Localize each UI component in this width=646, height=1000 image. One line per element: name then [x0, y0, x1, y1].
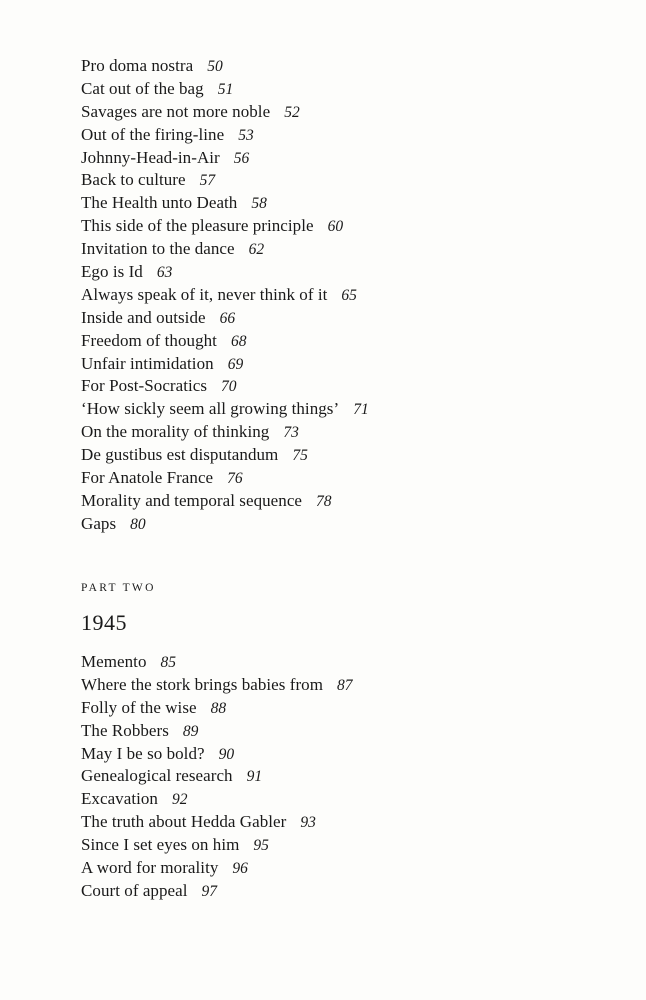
toc-entry-title: Morality and temporal sequence [81, 490, 303, 510]
toc-entry [81, 467, 601, 490]
toc-entry-page: 87 [337, 676, 353, 694]
toc-entry [81, 651, 601, 674]
toc-entry-title: Always speak of it, never think of it [81, 284, 328, 304]
toc-entry [81, 78, 601, 101]
toc-entry [81, 101, 601, 124]
toc-entry-title: For Anatole France [81, 468, 214, 488]
toc-entry-title: Court of appeal [81, 880, 188, 900]
toc-entry-title: On the morality of thinking [81, 422, 270, 442]
toc-entry-page: 51 [217, 80, 234, 98]
toc-entry-page: 89 [182, 722, 199, 740]
toc-entry-page: 97 [201, 882, 217, 900]
toc-entry-page: 56 [233, 149, 250, 167]
toc-entry-page: 85 [160, 654, 177, 671]
toc-entry [81, 55, 601, 78]
part-one-contents-list [81, 55, 601, 536]
toc-entry [81, 398, 601, 421]
toc-entry-title: ‘How sickly seem all growing things’ [81, 399, 340, 419]
toc-entry-page: 58 [251, 195, 267, 213]
toc-entry-title: Johnny-Head-in-Air [81, 147, 220, 167]
toc-entry [81, 513, 601, 536]
toc-entry [81, 330, 601, 353]
toc-entry-title: The Robbers [81, 720, 169, 740]
toc-entry-title: Genealogical research [81, 766, 233, 786]
toc-entry-page: 63 [156, 264, 173, 282]
toc-entry [81, 307, 601, 330]
toc-entry-title: The Health unto Death [81, 193, 238, 213]
toc-entry [81, 674, 601, 697]
part-heading: PART TWO [81, 582, 156, 594]
toc-entry-title: Where the stork brings babies from [81, 674, 323, 694]
part-two-contents-list [81, 651, 601, 903]
toc-entry-page: 90 [218, 745, 235, 763]
toc-entry-page: 65 [341, 286, 357, 304]
toc-entry-page: 53 [238, 126, 254, 144]
toc-entry-title: May I be so bold? [81, 743, 205, 763]
toc-entry-page: 57 [199, 172, 216, 190]
toc-entry-page: 78 [316, 492, 332, 510]
toc-entry-title: Cat out of the bag [81, 78, 204, 98]
toc-entry-page: 76 [227, 470, 243, 488]
toc-entry [81, 375, 601, 398]
toc-entry-title: Inside and outside [81, 307, 206, 327]
toc-entry [81, 765, 601, 788]
toc-entry [81, 215, 601, 238]
toc-entry-page: 70 [221, 378, 237, 396]
toc-entry [81, 284, 601, 307]
toc-entry [81, 169, 601, 192]
toc-entry [81, 811, 601, 834]
toc-entry [81, 147, 601, 170]
toc-entry-page: 66 [219, 309, 236, 327]
toc-entry-title: Pro doma nostra [81, 56, 194, 75]
toc-entry-page: 50 [207, 58, 223, 75]
toc-entry [81, 261, 601, 284]
toc-entry-title: A word for morality [81, 858, 219, 878]
toc-entry-title: Unfair intimidation [81, 353, 214, 373]
toc-entry-page: 80 [130, 515, 146, 533]
toc-entry-title: Gaps [81, 513, 117, 533]
toc-entry-page: 93 [300, 814, 316, 832]
toc-entry [81, 788, 601, 811]
toc-entry-title: Freedom of thought [81, 330, 217, 350]
toc-entry-title: Excavation [81, 789, 158, 809]
toc-entry-page: 91 [246, 768, 263, 786]
toc-entry-page: 69 [227, 355, 244, 373]
toc-entry-title: Ego is Id [81, 262, 143, 282]
toc-entry [81, 697, 601, 720]
toc-entry-page: 96 [232, 860, 248, 878]
toc-entry-title: Back to culture [81, 170, 186, 190]
toc-entry [81, 880, 601, 903]
toc-entry-page: 95 [253, 837, 269, 855]
toc-entry [81, 124, 601, 147]
toc-entry [81, 490, 601, 513]
toc-entry-title: Savages are not more noble [81, 101, 271, 121]
toc-entry-title: Memento [81, 652, 147, 671]
toc-entry-title: Folly of the wise [81, 697, 197, 717]
toc-entry-title: Invitation to the dance [81, 239, 235, 259]
toc-entry [81, 421, 601, 444]
toc-entry-page: 88 [210, 699, 227, 717]
toc-entry [81, 353, 601, 376]
toc-entry-page: 62 [248, 241, 265, 259]
part-year-heading: 1945 [81, 610, 127, 635]
toc-entry [81, 720, 601, 743]
toc-entry-page: 60 [327, 218, 344, 236]
toc-entry [81, 192, 601, 215]
toc-entry-title: This side of the pleasure principle [81, 216, 314, 236]
toc-entry [81, 743, 601, 766]
toc-entry-title: Out of the firing-line [81, 124, 225, 144]
toc-entry [81, 834, 601, 857]
toc-entry-page: 73 [283, 424, 299, 442]
toc-entry-page: 75 [292, 447, 308, 465]
toc-entry-page: 68 [230, 332, 247, 350]
toc-entry-title: The truth about Hedda Gabler [81, 812, 287, 832]
toc-entry-page: 92 [171, 791, 188, 809]
toc-entry-page: 52 [284, 103, 300, 121]
toc-entry [81, 444, 601, 467]
toc-entry-title: For Post-Socratics [81, 376, 208, 396]
toc-entry-title: Since I set eyes on him [81, 835, 240, 855]
toc-entry-title: De gustibus est disputandum [81, 445, 279, 465]
toc-entry [81, 238, 601, 261]
toc-entry [81, 857, 601, 880]
toc-entry-page: 71 [353, 401, 369, 419]
